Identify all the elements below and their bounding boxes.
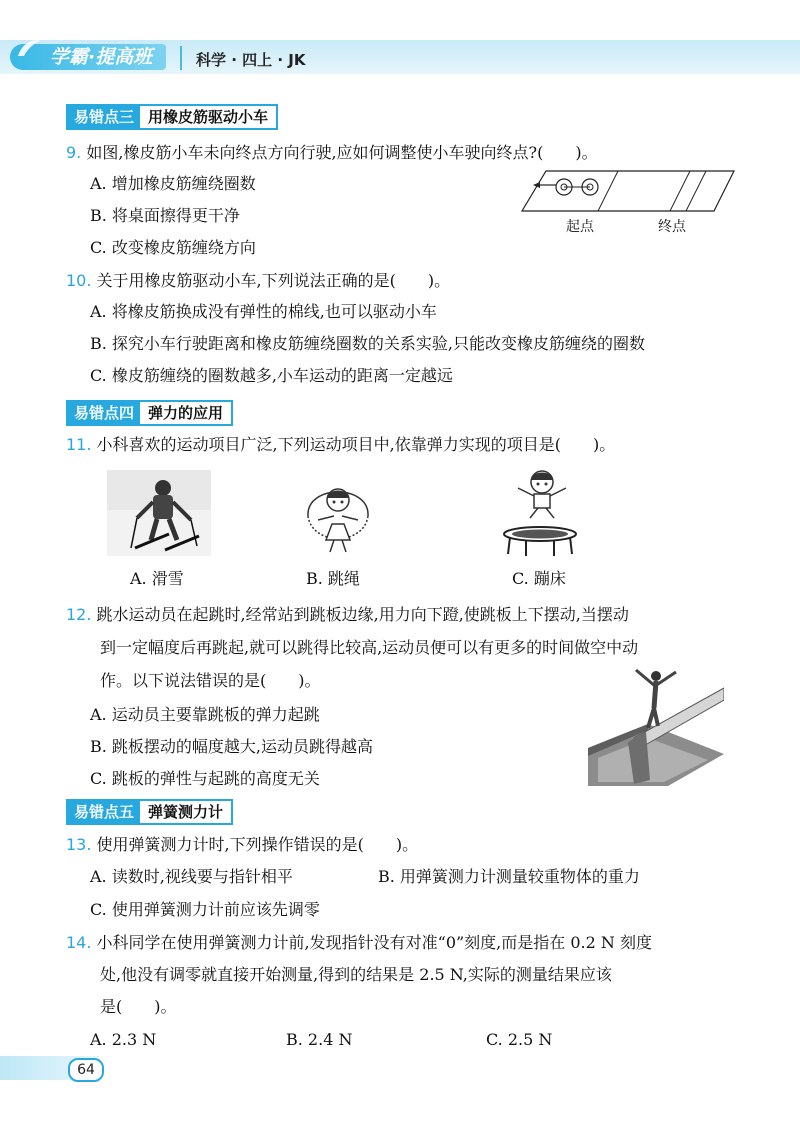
question-text: 使用弹簧测力计时,下列操作错误的是( )。 <box>96 835 419 854</box>
section-title: 弹簧测力计 <box>140 801 231 823</box>
start-label: 起点 <box>566 219 594 235</box>
option-b: B. 用弹簧测力计测量较重物体的重力 <box>378 867 640 886</box>
option-c: C. 改变橡皮筋缠绕方向 <box>90 238 256 257</box>
finish-label: 终点 <box>658 219 686 235</box>
logo-leaf-icon <box>16 38 42 58</box>
caption-c: C. 蹦床 <box>512 569 566 588</box>
section-head-5 <box>66 799 233 825</box>
question-number: 11. <box>66 435 92 454</box>
option-b: B. 2.4 N <box>286 1030 353 1049</box>
question-number: 13. <box>66 835 92 854</box>
option-a: A. 运动员主要靠跳板的弹力起跳 <box>90 705 320 724</box>
section-title: 用橡皮筋驱动小车 <box>140 106 276 128</box>
option-b: B. 跳板摆动的幅度越大,运动员跳得越高 <box>90 737 374 756</box>
question-number: 14. <box>66 933 92 952</box>
question-text: 如图,橡皮筋小车未向终点方向行驶,应如何调整使小车驶向终点?( )。 <box>86 143 598 162</box>
option-a: A. 将橡皮筋换成没有弹性的棉线,也可以驱动小车 <box>90 302 437 321</box>
option-c: C. 橡皮筋缠绕的圈数越多,小车运动的距离一定越远 <box>90 366 453 385</box>
option-b: B. 探究小车行驶距离和橡皮筋缠绕圈数的关系实验,只能改变橡皮筋缠绕的圈数 <box>90 334 646 353</box>
skiing-photo <box>107 470 211 556</box>
trampoline-figure <box>500 462 580 558</box>
subject-label: 科学 · 四上 · JK <box>196 51 306 69</box>
question-line-1: 跳水运动员在起跳时,经常站到跳板边缘,用力向下蹬,使跳板上下摆动,当摆动 <box>96 605 629 624</box>
section-head-3 <box>66 104 278 130</box>
question-line-3: 是( )。 <box>100 997 177 1016</box>
caption-a: A. 滑雪 <box>130 569 184 588</box>
logo-text: 学霸·提高班 <box>50 46 153 68</box>
option-a: A. 2.3 N <box>90 1030 157 1049</box>
question-number: 10. <box>66 271 92 290</box>
caption-b: B. 跳绳 <box>306 569 360 588</box>
question-number: 9. <box>66 143 82 162</box>
question-text: 小科喜欢的运动项目广泛,下列运动项目中,依靠弹力实现的项目是( )。 <box>96 435 616 454</box>
section-title: 弹力的应用 <box>140 402 231 424</box>
section-head-4 <box>66 400 233 426</box>
header-divider <box>180 46 182 70</box>
question-10 <box>66 270 450 292</box>
section-tag: 易错点五 <box>68 801 140 823</box>
question-9 <box>66 142 598 164</box>
question-line-2: 处,他没有调零就直接开始测量,得到的结果是 2.5 N,实际的测量结果应该 <box>100 965 612 984</box>
question-line-1: 小科同学在使用弹簧测力计前,发现指针没有对准“0”刻度,而是指在 0.2 N 刻度 <box>96 933 652 952</box>
diving-board-figure <box>588 668 724 786</box>
series-logo <box>10 44 166 70</box>
question-13 <box>66 834 418 856</box>
option-a: A. 读数时,视线要与指针相平 <box>90 867 293 886</box>
section-tag: 易错点三 <box>68 106 140 128</box>
question-number: 12. <box>66 605 92 624</box>
rubber-band-car-figure <box>518 165 738 217</box>
question-12 <box>66 604 629 626</box>
option-c: C. 跳板的弹性与起跳的高度无关 <box>90 769 320 788</box>
option-b: B. 将桌面擦得更干净 <box>90 206 240 225</box>
question-14 <box>66 932 652 954</box>
question-11 <box>66 434 615 456</box>
option-c: C. 2.5 N <box>486 1030 553 1049</box>
option-a: A. 增加橡皮筋缠绕圈数 <box>90 174 256 193</box>
question-line-2: 到一定幅度后再跳起,就可以跳得比较高,运动员便可以有更多的时间做空中动 <box>100 638 639 657</box>
page-number: 64 <box>68 1058 104 1082</box>
question-text: 关于用橡皮筋驱动小车,下列说法正确的是( )。 <box>96 271 451 290</box>
option-c: C. 使用弹簧测力计前应该先调零 <box>90 900 320 919</box>
jump-rope-figure <box>298 476 378 558</box>
question-line-3: 作。以下说法错误的是( )。 <box>100 671 321 690</box>
section-tag: 易错点四 <box>68 402 140 424</box>
